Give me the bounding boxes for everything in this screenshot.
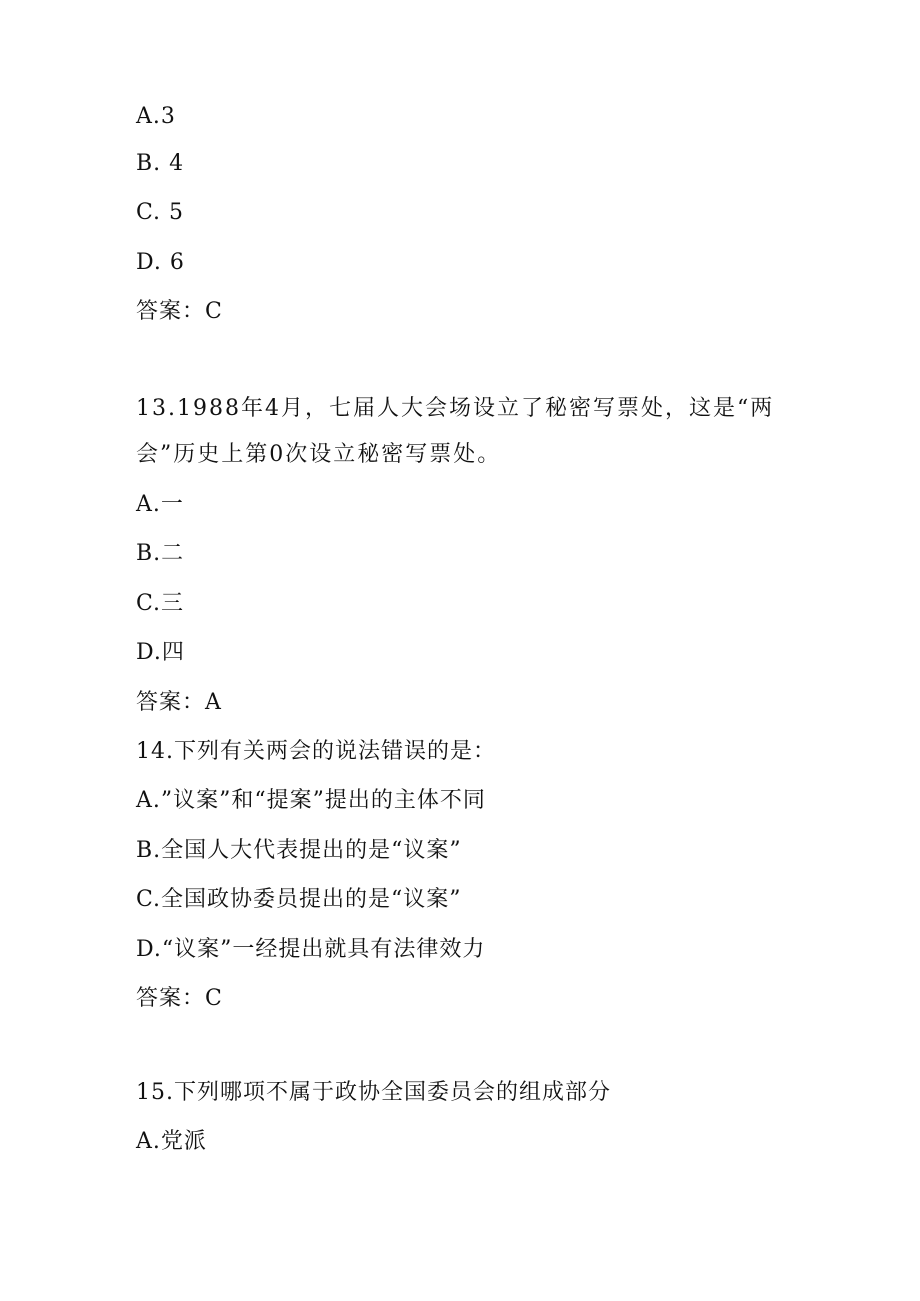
question-text-line-2: 会”历史上第0次设立秘密写票处。 bbox=[136, 442, 502, 467]
option-a: A.3 bbox=[136, 104, 176, 129]
option-c: C.三 bbox=[136, 591, 185, 616]
option-a: A.”议案”和“提案”提出的主体不同 bbox=[136, 788, 486, 813]
option-d: D.“议案”一经提出就具有法律效力 bbox=[136, 937, 486, 962]
question-text: 15.下列哪项不属于政协全国委员会的组成部分 bbox=[136, 1080, 611, 1105]
answer: 答案：C bbox=[136, 299, 223, 324]
question-text-line-1: 13.1988年4月，七届人大会场设立了秘密写票处，这是“两 bbox=[136, 396, 775, 421]
option-c: C. 5 bbox=[136, 200, 185, 225]
option-d: D.四 bbox=[136, 640, 185, 665]
option-b: B.二 bbox=[136, 541, 185, 566]
option-c: C.全国政协委员提出的是“议案” bbox=[136, 887, 462, 912]
option-b: B. 4 bbox=[136, 151, 185, 176]
option-b: B.全国人大代表提出的是“议案” bbox=[136, 838, 462, 863]
answer: 答案：C bbox=[136, 986, 223, 1011]
question-text: 14.下列有关两会的说法错误的是： bbox=[136, 739, 496, 764]
answer: 答案：A bbox=[136, 690, 222, 715]
option-a: A.一 bbox=[136, 492, 184, 517]
option-a: A.党派 bbox=[136, 1129, 207, 1154]
option-d: D. 6 bbox=[136, 250, 185, 275]
